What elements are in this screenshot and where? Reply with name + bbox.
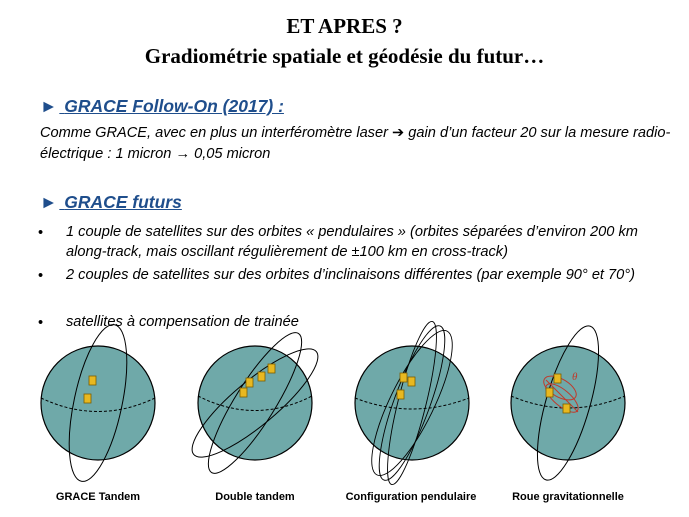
satellite-icon <box>400 373 407 382</box>
bullet-icon: • <box>38 225 44 241</box>
satellite-icon <box>563 404 570 413</box>
description-text-b: gain d’un facteur 20 sur la mesure radio-électrique : 1 micron <box>40 125 671 162</box>
description-text-c: 0,05 micron <box>190 146 271 162</box>
slide-title: ET APRES ? <box>286 14 403 38</box>
triangle-marker-icon: ► <box>40 192 58 212</box>
satellite-icon <box>240 388 247 397</box>
globe-configuration-pendulaire <box>355 318 469 488</box>
bullet-icon: • <box>38 268 44 284</box>
globe-double-tandem <box>180 323 331 483</box>
bold-arrow-icon: ➔ <box>392 125 405 141</box>
triangle-marker-icon: ► <box>40 96 58 116</box>
section-heading-text: GRACE Follow-On (2017) : <box>64 96 284 116</box>
list-item: 1 couple de satellites sur des orbites « pendulaires » (orbites séparées d’environ 200 km along-track, mais oscillant régulièrement de ±100 km en cross-track) <box>66 224 638 260</box>
list-item: 2 couples de satellites sur des orbites d’inclinaisons différentes (par exemple 90° et 70°) <box>66 267 635 283</box>
caption-grace-tandem: GRACE Tandem <box>55 491 141 503</box>
section-heading-grace-futurs <box>40 192 182 213</box>
bullet-icon: • <box>38 315 44 331</box>
grace-fo-description <box>40 123 680 165</box>
satellite-icon <box>89 376 96 385</box>
slide-subtitle: Gradiométrie spatiale et géodésie du futur… <box>144 44 545 68</box>
caption-roue-gravitationnelle: Roue gravitationnelle <box>512 491 624 503</box>
orbit-diagrams <box>0 318 689 488</box>
satellite-icon <box>546 388 553 397</box>
satellite-icon <box>258 372 265 381</box>
globe-grace-tandem <box>41 320 155 486</box>
globe-roue-gravitationnelle <box>511 320 625 486</box>
globe <box>511 346 625 460</box>
list-item: satellites à compensation de trainée <box>66 314 299 330</box>
satellite-icon <box>84 394 91 403</box>
section-heading-grace-fo <box>40 96 284 117</box>
description-text-a: Comme GRACE, avec en plus un interféromètre laser <box>40 125 393 141</box>
arrow-icon: → <box>175 146 191 162</box>
satellite-icon <box>246 378 253 387</box>
caption-double-tandem: Double tandem <box>215 491 295 503</box>
satellite-icon <box>554 374 561 383</box>
theta-label: θ <box>572 371 578 383</box>
globe <box>355 346 469 460</box>
satellite-icon <box>408 377 415 386</box>
satellite-icon <box>268 364 275 373</box>
caption-configuration-pendulaire: Configuration pendulaire <box>345 491 477 503</box>
globe <box>41 346 155 460</box>
section-heading-text: GRACE futurs <box>64 192 182 212</box>
satellite-icon <box>397 390 404 399</box>
